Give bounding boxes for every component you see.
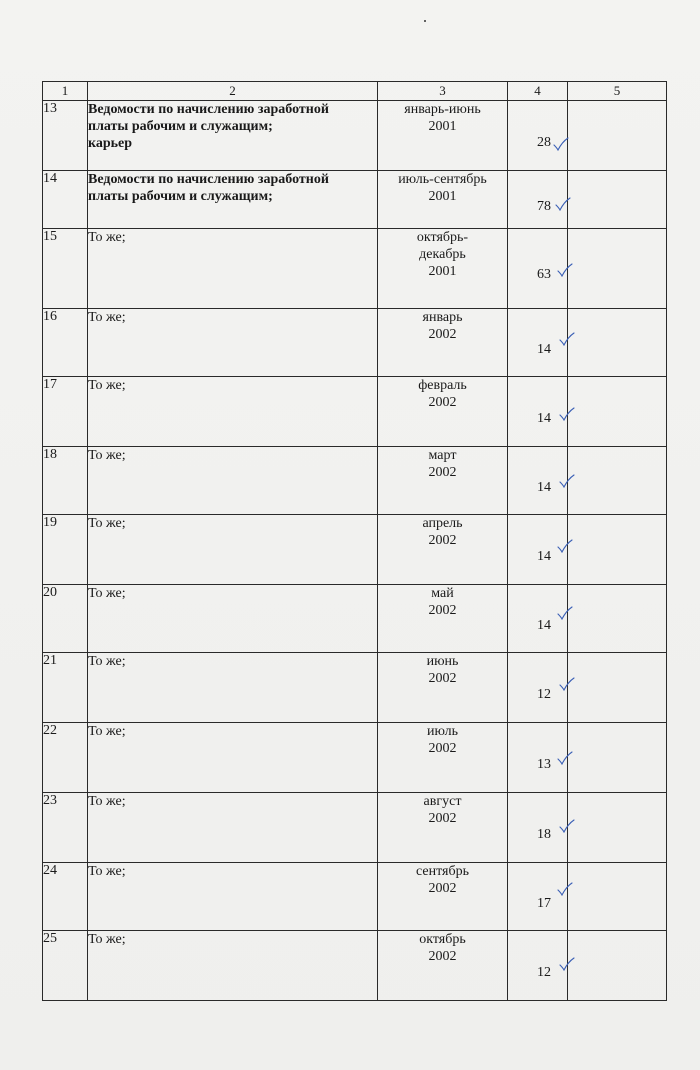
row-notes <box>568 229 667 309</box>
description-line: То же; <box>88 864 126 879</box>
row-description <box>88 931 378 1001</box>
row-sheet-count <box>508 723 568 793</box>
table-row <box>43 229 667 309</box>
description-line: То же; <box>88 586 126 601</box>
sheet-count-value: 14 <box>537 549 551 564</box>
header-row <box>43 82 667 101</box>
sheet-count-value: 12 <box>537 687 551 702</box>
row-description <box>88 447 378 515</box>
period-year: 2002 <box>428 671 457 686</box>
row-notes <box>568 377 667 447</box>
description-line: Ведомости по начислению заработной <box>88 172 329 187</box>
row-notes <box>568 101 667 171</box>
row-sheet-count <box>508 309 568 377</box>
row-number: 15 <box>43 229 88 309</box>
row-number: 24 <box>43 863 88 931</box>
row-period <box>378 229 508 309</box>
row-sheet-count <box>508 515 568 585</box>
checkmark-icon <box>559 407 575 421</box>
description-line: карьер <box>88 136 133 151</box>
row-period <box>378 447 508 515</box>
row-description <box>88 793 378 863</box>
row-notes <box>568 447 667 515</box>
row-notes <box>568 723 667 793</box>
row-sheet-count <box>508 229 568 309</box>
row-number: 17 <box>43 377 88 447</box>
period-year: 2002 <box>428 603 457 618</box>
row-number: 18 <box>43 447 88 515</box>
row-notes <box>568 309 667 377</box>
period-month: июль <box>427 724 458 739</box>
checkmark-icon <box>553 137 569 151</box>
description-line: Ведомости по начислению заработной <box>88 102 329 117</box>
row-number: 16 <box>43 309 88 377</box>
row-period <box>378 377 508 447</box>
table-row <box>43 171 667 229</box>
sheet-count-value: 14 <box>537 342 551 357</box>
row-notes <box>568 931 667 1001</box>
period-month: июль-сентябрь <box>398 172 487 187</box>
header-col-2: 2 <box>88 82 378 101</box>
speck <box>424 20 426 22</box>
period-month: октябрь- декабрь <box>416 230 469 262</box>
row-number: 20 <box>43 585 88 653</box>
period-year: 2001 <box>428 264 457 279</box>
description-line: То же; <box>88 378 126 393</box>
period-year: 2002 <box>428 395 457 410</box>
description-line: То же; <box>88 724 126 739</box>
period-year: 2002 <box>428 327 457 342</box>
row-period <box>378 515 508 585</box>
row-number: 14 <box>43 171 88 229</box>
checkmark-icon <box>557 263 573 277</box>
row-sheet-count <box>508 793 568 863</box>
row-notes <box>568 793 667 863</box>
period-year: 2002 <box>428 465 457 480</box>
checkmark-icon <box>559 332 575 346</box>
row-sheet-count <box>508 931 568 1001</box>
row-period <box>378 309 508 377</box>
checkmark-icon <box>559 819 575 833</box>
checkmark-icon <box>559 957 575 971</box>
sheet-count-value: 14 <box>537 411 551 426</box>
period-month: март <box>428 448 457 463</box>
description-line: платы рабочим и служащим; <box>88 189 273 204</box>
sheet-count-value: 14 <box>537 618 551 633</box>
table-row <box>43 863 667 931</box>
header-col-3: 3 <box>378 82 508 101</box>
row-description <box>88 101 378 171</box>
period-month: январь <box>422 310 463 325</box>
row-description <box>88 229 378 309</box>
period-month: октябрь <box>419 932 466 947</box>
row-period <box>378 931 508 1001</box>
period-month: апрель <box>422 516 463 531</box>
period-month: август <box>423 794 462 809</box>
row-description <box>88 585 378 653</box>
row-number: 13 <box>43 101 88 171</box>
sheet-count-value: 12 <box>537 965 551 980</box>
period-year: 2002 <box>428 811 457 826</box>
checkmark-icon <box>557 606 573 620</box>
period-month: февраль <box>418 378 467 393</box>
description-line: То же; <box>88 310 126 325</box>
checkmark-icon <box>559 677 575 691</box>
row-sheet-count <box>508 377 568 447</box>
header-col-4: 4 <box>508 82 568 101</box>
period-year: 2002 <box>428 881 457 896</box>
row-period <box>378 723 508 793</box>
description-line: платы рабочим и служащим; <box>88 119 273 134</box>
row-sheet-count <box>508 101 568 171</box>
row-description <box>88 723 378 793</box>
checkmark-icon <box>557 751 573 765</box>
row-sheet-count <box>508 653 568 723</box>
header-col-1: 1 <box>43 82 88 101</box>
period-year: 2001 <box>428 189 457 204</box>
table-row <box>43 653 667 723</box>
sheet-count-value: 14 <box>537 480 551 495</box>
period-month: сентябрь <box>416 864 469 879</box>
row-number: 19 <box>43 515 88 585</box>
row-number: 23 <box>43 793 88 863</box>
sheet-count-value: 18 <box>537 827 551 842</box>
table-row <box>43 447 667 515</box>
table-row <box>43 515 667 585</box>
row-sheet-count <box>508 447 568 515</box>
register-table <box>42 81 667 1001</box>
description-line: То же; <box>88 794 126 809</box>
row-description <box>88 515 378 585</box>
row-period <box>378 793 508 863</box>
row-period <box>378 171 508 229</box>
sheet-count-value: 13 <box>537 757 551 772</box>
row-number: 21 <box>43 653 88 723</box>
row-period <box>378 653 508 723</box>
description-line: То же; <box>88 932 126 947</box>
period-year: 2001 <box>428 119 457 134</box>
row-notes <box>568 653 667 723</box>
table-row <box>43 377 667 447</box>
row-notes <box>568 171 667 229</box>
table-row <box>43 585 667 653</box>
description-line: То же; <box>88 516 126 531</box>
period-month: июнь <box>426 654 459 669</box>
row-description <box>88 863 378 931</box>
period-year: 2002 <box>428 741 457 756</box>
row-description <box>88 653 378 723</box>
row-number: 22 <box>43 723 88 793</box>
row-description <box>88 377 378 447</box>
sheet-count-value: 28 <box>537 135 551 150</box>
period-year: 2002 <box>428 533 457 548</box>
period-month: январь-июнь <box>404 102 481 117</box>
row-description <box>88 309 378 377</box>
row-sheet-count <box>508 585 568 653</box>
row-notes <box>568 515 667 585</box>
row-number: 25 <box>43 931 88 1001</box>
period-year: 2002 <box>428 949 457 964</box>
checkmark-icon <box>557 882 573 896</box>
row-description <box>88 171 378 229</box>
row-notes <box>568 585 667 653</box>
description-line: То же; <box>88 230 126 245</box>
table-row <box>43 723 667 793</box>
table-row <box>43 931 667 1001</box>
row-period <box>378 585 508 653</box>
row-sheet-count <box>508 863 568 931</box>
sheet-count-value: 78 <box>537 199 551 214</box>
sheet-count-value: 63 <box>537 267 551 282</box>
description-line: То же; <box>88 448 126 463</box>
header-col-5: 5 <box>568 82 667 101</box>
table-row <box>43 101 667 171</box>
row-period <box>378 101 508 171</box>
checkmark-icon <box>555 197 571 211</box>
checkmark-icon <box>559 474 575 488</box>
description-line: То же; <box>88 654 126 669</box>
row-period <box>378 863 508 931</box>
row-notes <box>568 863 667 931</box>
sheet-count-value: 17 <box>537 896 551 911</box>
table-row <box>43 793 667 863</box>
checkmark-icon <box>557 539 573 553</box>
table-row <box>43 309 667 377</box>
row-sheet-count <box>508 171 568 229</box>
period-month: май <box>431 586 454 601</box>
